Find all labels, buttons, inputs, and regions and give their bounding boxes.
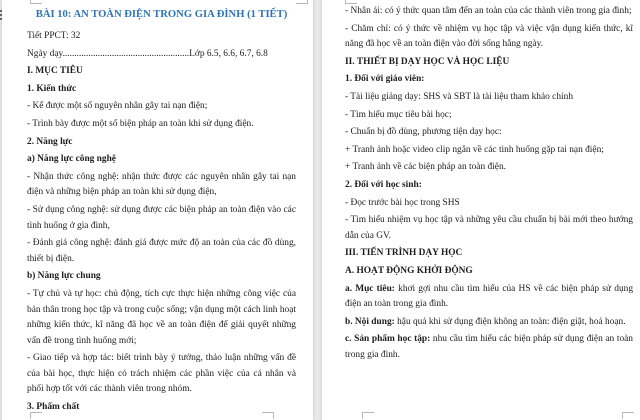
paragraph: - Giao tiếp và hợp tác: biết trình bày ý tưởng, thảo luận những vấn đề của bài học, thực hiện có trách nhiệm các phần việc của cá nhân và phối hợp tốt với các thành viên trong nhóm.	[27, 353, 296, 395]
paragraph: a. Mục tiêu: khơi gợi nhu cầu tìm hiểu của HS về các biện pháp sử dụng điện an toàn trong gia đình.	[345, 283, 634, 310]
section-heading: A. HOẠT ĐỘNG KHỞI ĐỘNG	[345, 265, 473, 276]
paragraph: b. Nội dung: hậu quả khi sử dụng điện không an toàn: điện giật, hoả hoạn.	[345, 316, 626, 327]
section-heading: I. MỤC TIÊU	[27, 66, 83, 77]
margin-mark	[622, 412, 623, 419]
margin-mark	[30, 0, 31, 4]
margin-mark	[307, 0, 308, 4]
document-page-right[interactable]	[322, 0, 640, 420]
margin-mark	[273, 412, 274, 419]
section-heading: 1. Đối với giáo viên:	[345, 74, 425, 85]
section-heading: II. THIẾT BỊ DẠY HỌC VÀ HỌC LIỆU	[345, 56, 510, 67]
paragraph: Tiết PPCT: 32	[27, 31, 81, 41]
paragraph: - Chuẩn bị đồ dùng, phương tiện dạy học:	[345, 127, 502, 138]
paragraph: - Nhân ái: có ý thức quan tâm đến an toàn của các thành viên trong gia đình;	[345, 6, 632, 16]
paragraph: Ngày dạy......................................................Lớp 6.5, 6.6, 6.7, 6.8	[27, 48, 268, 59]
paragraph: + Tranh ảnh hoặc video clip ngắn về các tình huống gặp tai nạn điện;	[345, 144, 604, 155]
margin-mark	[345, 3, 357, 4]
paragraph: - Chăm chỉ: có ý thức về nhiệm vụ học tập và việc vận dụng kiến thức, kĩ năng đã học về an toàn điện vào đời sống hằng ngày.	[345, 23, 633, 50]
document-title: BÀI 10: AN TOÀN ĐIỆN TRONG GIA ĐÌNH (1 TIẾT)	[35, 9, 288, 20]
paragraph: - Kể được một số nguyên nhân gây tai nạn điện;	[27, 101, 208, 112]
section-heading: 1. Kiến thức	[27, 83, 77, 94]
section-heading: 2. Đối với học sinh:	[345, 179, 422, 190]
section-heading: III. TIẾN TRÌNH DẠY HỌC	[345, 248, 463, 259]
paragraph: - Tài liệu giảng dạy: SHS và SBT là tài liệu tham khảo chính	[345, 91, 574, 102]
section-heading: a) Năng lực công nghệ	[27, 154, 116, 165]
margin-mark	[362, 412, 374, 413]
paragraph: - Trình bày được một số biện pháp an toàn khi sử dụng điện.	[27, 118, 254, 129]
margin-mark	[30, 3, 42, 4]
paragraph: - Đánh giá công nghệ: đánh giá được mức độ an toàn của các đồ dùng, thiết bị điện.	[27, 238, 296, 264]
document-page-left[interactable]	[2, 0, 313, 420]
paragraph: - Sử dụng công nghệ: sử dụng được các biện pháp an toàn điện vào các tình huống ở gia đình,	[27, 204, 296, 231]
paragraph: + Tranh ảnh về các biện pháp an toàn điện.	[345, 162, 506, 173]
margin-mark	[345, 0, 346, 4]
paragraph: - Tìm hiểu nhiệm vụ học tập và những yêu cầu chuẩn bị bài mới theo hướng dẫn của GV.	[345, 215, 633, 241]
margin-mark	[622, 412, 634, 413]
paragraph: c. Sản phẩm học tập: nhu cầu tìm hiểu các biện pháp sử dụng điện an toàn trong gia đình.	[345, 334, 633, 360]
margin-mark	[362, 412, 363, 419]
section-heading: b) Năng lực chung	[27, 271, 101, 282]
paragraph: - Nhận thức công nghệ: nhận thức được các nguyên nhân gây tai nạn điện và những biện pháp an toàn khi sử dụng điện,	[27, 171, 296, 198]
page-right-text-area	[345, 0, 633, 420]
section-heading: 2. Năng lực	[27, 136, 73, 147]
section-heading: 3. Phẩm chất	[27, 402, 80, 413]
paragraph: - Đọc trước bài học trong SHS	[345, 197, 460, 208]
paragraph: - Tự chủ và tự học: chủ động, tích cực thực hiện những công việc của bản thân trong học tập và trong cuộc sống; vận dụng một cách linh hoạt những kiến thức, kĩ năng đã học về an toàn điện để giải quyết những vấn đề trong tình huống mới;	[27, 288, 296, 346]
page-left-text-area	[27, 0, 296, 420]
paragraph: - Tìm hiểu mục tiêu bài học;	[345, 109, 452, 120]
margin-mark	[30, 412, 42, 413]
margin-mark	[30, 412, 31, 419]
